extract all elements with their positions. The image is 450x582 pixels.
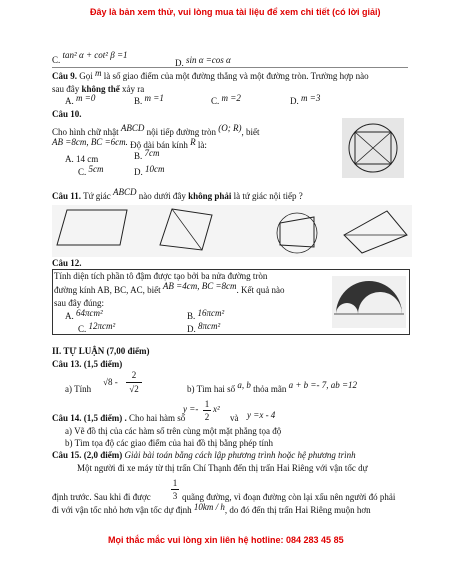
- q9-text3-post: xảy ra: [122, 84, 145, 94]
- footer-hotline: Mọi thắc mắc vui lòng xin liên hệ hotline: 084 283 45 85: [108, 535, 344, 545]
- q10-circle: (O; R): [218, 123, 242, 133]
- q14-f1-den: 2: [204, 412, 210, 422]
- q15-line2-pre: định trước. Sau khi đi được: [52, 492, 151, 502]
- q14-b: b) Tìm tọa độ các giao điểm của hai đồ thị bằng phép tính: [65, 438, 274, 448]
- q12-option-d: D. 8πcm²: [187, 321, 221, 334]
- q8-option-d-formula: sin α =cos α: [186, 55, 231, 65]
- q14-f2: y =x - 4: [247, 410, 276, 420]
- q9-option-d: D. m =3: [290, 93, 321, 106]
- q10-option-d: D. 10cm: [134, 164, 165, 177]
- q12-option-b: B. 16πcm²: [187, 308, 225, 321]
- q10-figure: [342, 118, 404, 178]
- q11-line: Câu 11. Tứ giác ABCD nào dưới đây không phải là tứ giác nội tiếp ?: [52, 187, 303, 201]
- q9-option-a: A. m =0: [65, 93, 96, 106]
- header-banner: Đây là bản xem thử, vui lòng mua tài liệu để xem chi tiết (có lời giải): [90, 7, 381, 17]
- q9-title: Câu 9.: [52, 71, 78, 81]
- q13-a-label: a) Tính: [65, 384, 92, 394]
- q10-option-b: B. 7cm: [134, 148, 160, 161]
- q15-line3: đi với vận tốc nhỏ hơn vận tốc dự định 10km / h, do đó đến thị trấn Hai Riêng muộn hơn: [52, 502, 371, 515]
- q9-option-b: B. m =1: [134, 93, 164, 106]
- q10-option-a: A. 14 cm: [65, 154, 99, 164]
- q9-text1: Gọi: [79, 71, 93, 81]
- q9-line1: [52, 68, 369, 81]
- q13-title: Câu 13. (1,5 điểm): [52, 359, 123, 369]
- q8-option-c: [52, 50, 128, 65]
- q15-frac-bar: [171, 489, 179, 490]
- q9-var-m: m: [95, 68, 102, 78]
- q15-line2-post: quãng đường, vì đoạn đường còn lại xấu nên người đó phải: [182, 492, 396, 502]
- q15-heading: Câu 15. (2,0 điểm) Giải bài toán bằng cách lập phương trình hoặc hệ phương trình: [52, 450, 356, 460]
- q10-line1: Cho hình chữ nhật ABCD nội tiếp đường tròn (O; R), biết: [52, 123, 260, 137]
- q11-figures: [52, 205, 412, 257]
- q13-a-den: √2: [129, 384, 139, 394]
- q8-option-c-formula: tan² α + cot² β =1: [62, 50, 128, 60]
- q13-a-num: 2: [131, 370, 137, 380]
- q14-f1-post: x²: [213, 404, 220, 414]
- q10-line2: AB =8cm, BC =6cm. Độ dài bán kính R là:: [52, 137, 207, 150]
- q15-frac-den: 3: [172, 491, 178, 501]
- q8-option-c-label: C.: [52, 55, 61, 65]
- q14-a: a) Vẽ đồ thị của các hàm số trên cùng một mặt phẳng tọa độ: [65, 426, 282, 436]
- q9-line2: [52, 84, 144, 94]
- q15-line1: Một người đi xe máy từ thị trấn Chí Thạnh đến thị trấn Hai Riêng với vận tốc dự: [77, 463, 368, 473]
- divider-line: [52, 67, 408, 68]
- q10-given: AB =8cm, BC =6cm.: [52, 137, 128, 147]
- q12-line3: sau đây đúng:: [54, 298, 104, 308]
- q14-f1-num: 1: [204, 399, 210, 409]
- part2-title: II. TỰ LUẬN (7,00 điểm): [52, 346, 150, 356]
- q14-line: Câu 14. (1,5 điểm) . Cho hai hàm số: [52, 413, 186, 423]
- q14-and: và: [230, 413, 239, 423]
- q9-text2: là số giao điểm của một đường thẳng và một đường tròn. Trường hợp nào: [103, 71, 369, 81]
- q10-title: Câu 10.: [52, 109, 82, 119]
- q9-text3-bold: không thể: [81, 84, 120, 94]
- q13-b: b) Tìm hai số a, b thỏa mãn a + b =- 7, ab =12: [187, 380, 358, 394]
- q13-a-expr: √8 -: [103, 377, 118, 387]
- q12-option-c: C. 12πcm²: [78, 321, 116, 334]
- q14-f1-pre: y =-: [183, 404, 199, 414]
- q12-line1: Tính diện tích phần tô đậm được tạo bởi ba nửa đường tròn: [54, 271, 268, 281]
- q14-f1-frac-bar: [203, 410, 211, 411]
- q10-option-c: C. 5cm: [78, 164, 104, 177]
- q9-option-c: C. m =2: [211, 93, 241, 106]
- q12-line2: đường kính AB, BC, AC, biết AB =4cm, BC =8cm. Kết quả nào: [54, 281, 285, 295]
- q12-option-a: A. 64πcm²: [65, 308, 103, 321]
- q15-frac-num: 1: [172, 478, 178, 488]
- q12-title: Câu 12.: [52, 258, 82, 268]
- q9-text3-pre: sau đây: [52, 84, 80, 94]
- q12-figure: [332, 276, 406, 328]
- q10-var-abcd: ABCD: [120, 123, 145, 133]
- q13-a-frac-bar: [126, 382, 142, 383]
- q8-option-d-label: D.: [175, 58, 184, 68]
